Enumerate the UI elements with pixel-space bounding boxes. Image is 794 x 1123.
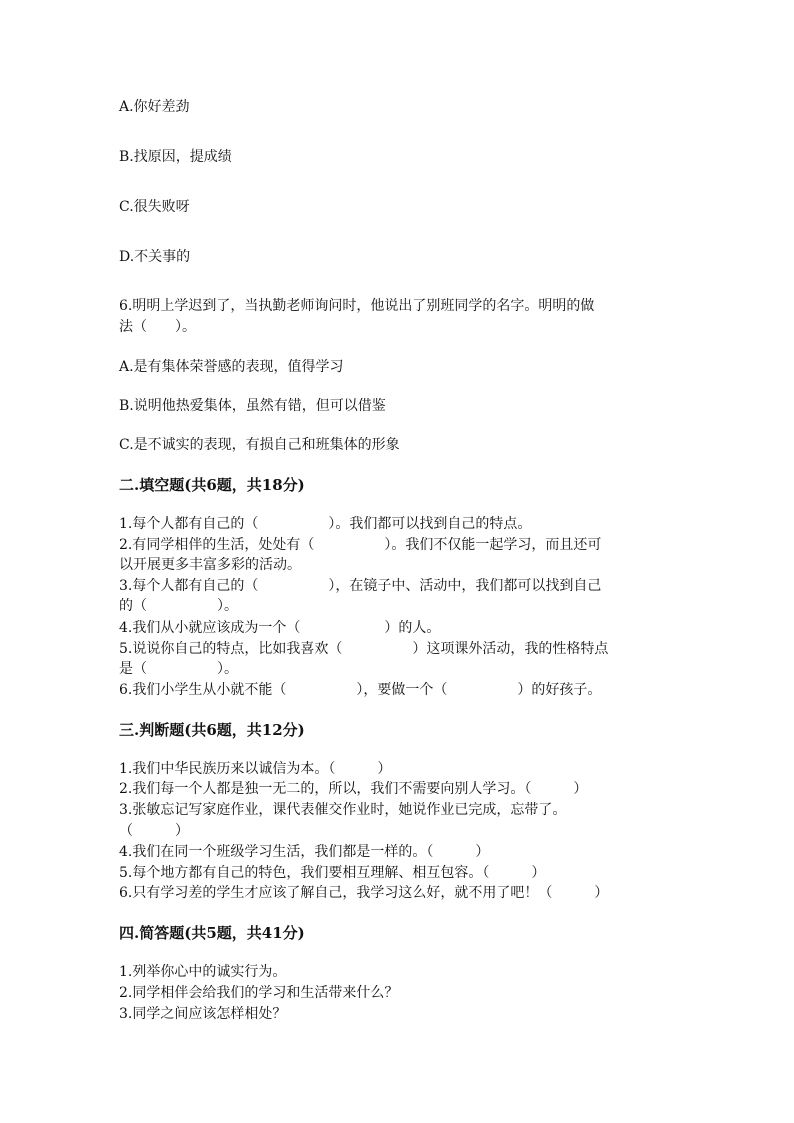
judge-line-4: （ ） [119,823,189,839]
fill-line-2: 2.有同学相伴的生活，处处有（ ）。我们不仅能一起学习，而且还可 [119,537,602,553]
section-4-title: 四.简答题(共5题，共41分) [119,924,305,942]
question-6-line-2: 法（ ）。 [119,319,196,335]
option-b: B.找原因，提成绩 [119,149,232,165]
judge-line-3: 3.张敏忘记写家庭作业，课代表催交作业时，她说作业已完成，忘带了。 [119,802,567,818]
short-answer-line-3: 3.同学之间应该怎样相处？ [119,1006,287,1022]
fill-line-5: 的（ ）。 [119,598,238,614]
option-a: A.你好差劲 [119,99,190,115]
section-2-title: 二.填空题(共6题，共18分) [119,476,305,494]
fill-line-1: 1.每个人都有自己的（ ）。我们都可以找到自己的特点。 [119,516,532,532]
judge-line-7: 6.只有学习差的学生才应该了解自己，我学习这么好，就不用了吧！（ ） [119,885,609,901]
fill-line-9: 6.我们小学生从小就不能（ ），要做一个（ ）的好孩子。 [119,682,602,698]
judge-line-5: 4.我们在同一个班级学习生活，我们都是一样的。（ ） [119,844,490,860]
option-d: D.不关事的 [119,249,191,265]
section-3-title: 三.判断题(共6题，共12分) [119,721,305,739]
short-answer-line-2: 2.同学相伴会给我们的学习和生活带来什么？ [119,985,399,1001]
question-6-option-b: B.说明他热爱集体，虽然有错，但可以借鉴 [119,398,386,414]
judge-line-1: 1.我们中华民族历来以诚信为本。（ ） [119,761,392,777]
short-answer-line-1: 1.列举你心中的诚实行为。 [119,964,287,980]
fill-line-4: 3.每个人都有自己的（ ），在镜子中、活动中，我们都可以找到自己 [119,578,602,594]
question-6-option-c: C.是不诚实的表现，有损自己和班集体的形象 [119,437,400,453]
question-6-line-1: 6.明明上学迟到了，当执勤老师询问时，他说出了别班同学的名字。明明的做 [119,298,595,314]
option-c: C.很失败呀 [119,199,190,215]
judge-line-6: 5.每个地方都有自己的特色，我们要相互理解、相互包容。（ ） [119,865,546,881]
fill-line-7: 5.说说你自己的特点，比如我喜欢（ ）这项课外活动，我的性格特点 [119,641,609,657]
question-6-option-a: A.是有集体荣誉感的表现，值得学习 [119,359,344,375]
fill-line-8: 是（ ）。 [119,661,238,677]
fill-line-3: 以开展更多丰富多彩的活动。 [119,557,301,573]
judge-line-2: 2.我们每一个人都是独一无二的，所以，我们不需要向别人学习。（ ） [119,781,588,797]
fill-line-6: 4.我们从小就应该成为一个（ ）的人。 [119,620,441,636]
